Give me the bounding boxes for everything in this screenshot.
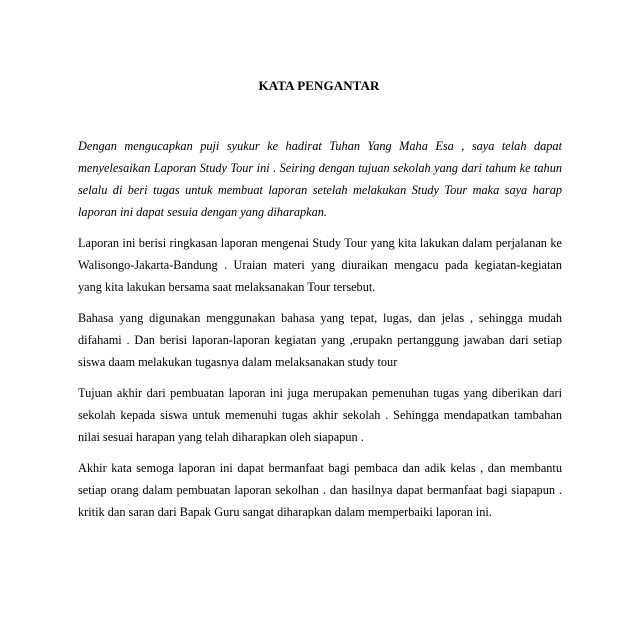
paragraph-5: Akhir kata semoga laporan ini dapat bermanfaat bagi pembaca dan adik kelas , dan membantu setiap orang dalam pembuatan laporan sekolhan . dan hasilnya dapat bermanfaat bagi siapapun . kritik dan saran dari Bapak Guru sangat diharapkan dalam memperbaiki laporan ini.	[78, 461, 562, 519]
paragraph-3: Bahasa yang digunakan menggunakan bahasa yang tepat, lugas, dan jelas , sehingga mudah difahami . Dan berisi laporan-laporan kegiatan yang ,erupakn pertanggung jawaban dari setiap siswa daam melakukan tugasnya dalam melaksanakan study tour	[78, 311, 562, 369]
document-body	[78, 135, 562, 532]
page-title: KATA PENGANTAR	[258, 78, 380, 93]
paragraph-1: Dengan mengucapkan puji syukur ke hadirat Tuhan Yang Maha Esa , saya telah dapat menyelesaikan Laporan Study Tour ini . Seiring dengan tujuan sekolah yang dari tahum ke tahun selalu di beri tugas untuk membuat laporan setelah melakukan Study Tour maka saya harap laporan ini dapat sesuia dengan yang diharapkan.	[78, 139, 562, 219]
paragraph-2: Laporan ini berisi ringkasan laporan mengenai Study Tour yang kita lakukan dalam perjalanan ke Walisongo-Jakarta-Bandung . Uraian materi yang diuraikan mengacu pada kegiatan-kegiatan yang kita lakukan bersama saat melaksanakan Tour tersebut.	[78, 236, 562, 294]
paragraph-4: Tujuan akhir dari pembuatan laporan ini juga merupakan pemenuhan tugas yang diberikan dari sekolah kepada siswa untuk memenuhi tugas akhir sekolah . Sehingga mendapatkan tambahan nilai sesuai harapan yang telah diharapkan oleh siapapun .	[78, 386, 562, 444]
